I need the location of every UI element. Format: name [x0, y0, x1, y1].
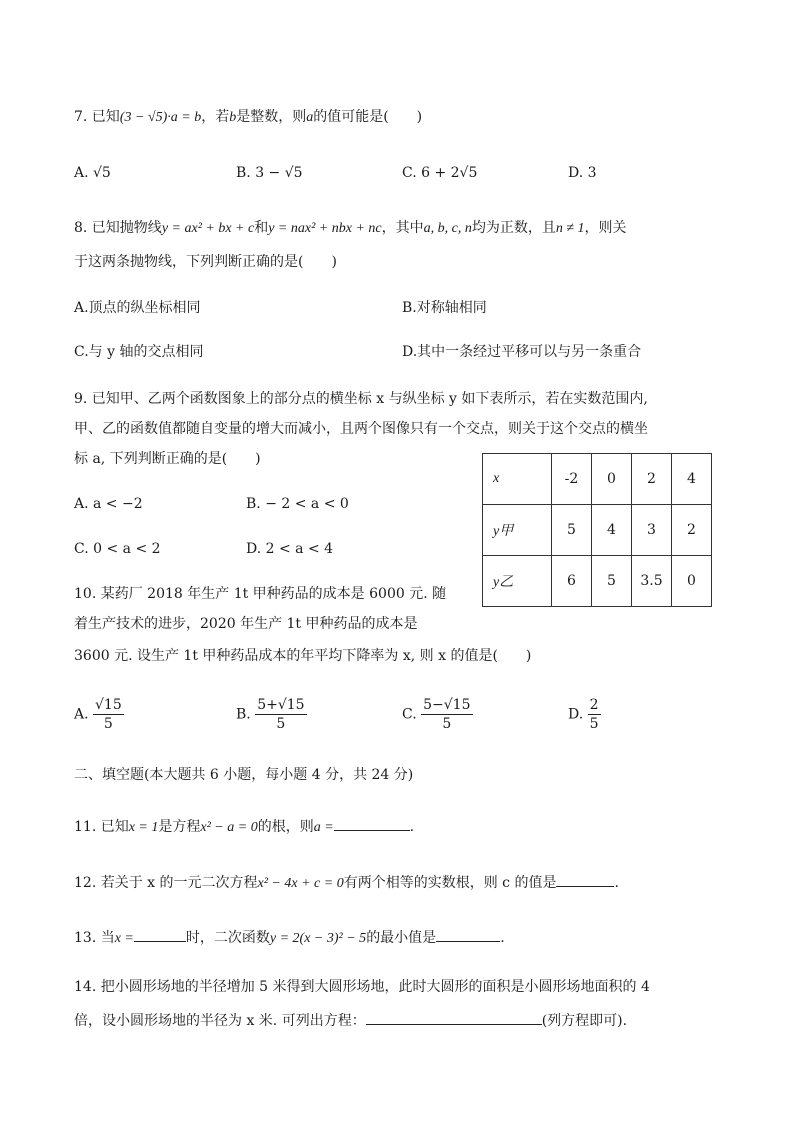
q7-text: ，若: [201, 109, 230, 125]
q11-text: 11. 已知: [74, 819, 129, 835]
q9-stem-line3: 标 a, 下列判断正确的是( ): [74, 451, 261, 467]
fraction-denominator: 5: [442, 716, 452, 732]
table-header-x: x: [483, 454, 552, 505]
q11-stem: [74, 816, 414, 838]
option-label: D.: [568, 706, 584, 723]
section-title: 二、填空题(本大题共 6 小题，每小题 4 分，共 24 分): [74, 767, 414, 783]
q7-text: 的值可能是( ): [313, 109, 423, 125]
q10-option-c[interactable]: [402, 696, 473, 733]
q8-parabola-1: y = ax² + bx + c: [161, 221, 255, 236]
fraction-numerator: √15: [95, 697, 122, 713]
table-cell: 3.5: [632, 556, 672, 607]
q11-answer-blank[interactable]: [334, 816, 410, 831]
q10-stem-line1: 10. 某药厂 2018 年生产 1t 甲种药品的成本是 6000 元. 随: [74, 586, 447, 602]
q8-option-a[interactable]: A.顶点的纵坐标相同: [74, 300, 201, 316]
q8-cond: n ≠ 1: [555, 221, 585, 236]
q13-eq: y = 2(x − 3)² − 5: [269, 931, 367, 946]
q11-eq: a =: [313, 820, 334, 835]
table-row: [483, 454, 712, 505]
q10-option-d[interactable]: [568, 696, 601, 733]
q13-text: 时，二次函数: [185, 930, 270, 946]
fraction-numerator: 5+√15: [257, 697, 305, 713]
q12-text: .: [614, 875, 619, 891]
table-cell: 0: [672, 556, 712, 607]
fraction: [421, 696, 472, 733]
q7-var-b: b: [229, 110, 237, 125]
q9-option-b[interactable]: B. − 2 < a < 0: [246, 496, 349, 512]
q7-expr: (3 − √5)·a = b: [119, 110, 202, 125]
table-cell: 4: [672, 454, 712, 505]
table-cell: 6: [552, 556, 592, 607]
q7-text: 7. 已知: [74, 109, 120, 125]
q10-option-a[interactable]: [74, 696, 124, 733]
q8-stem-line2: 于这两条抛物线，下列判断正确的是( ): [74, 254, 337, 270]
table-header-y-jia: y甲: [483, 505, 552, 556]
table-row: [483, 505, 712, 556]
q7-option-a[interactable]: A. √5: [74, 165, 111, 181]
q10-option-b[interactable]: [236, 696, 307, 733]
q7-option-b[interactable]: B. 3 − √5: [236, 165, 303, 181]
q14-text: (列方程即可).: [541, 1013, 628, 1029]
q8-text: 和: [254, 220, 269, 236]
table-cell: 5: [552, 505, 592, 556]
q11-eq: x² − a = 0: [200, 820, 258, 835]
q14-stem-line1: 14. 把小圆形场地的半径增加 5 米得到大圆形场地，此时大圆形的面积是小圆形场地面积的 4: [74, 979, 650, 995]
q13-answer-blank-min[interactable]: [436, 927, 500, 942]
table-header-y-yi: y乙: [483, 556, 552, 607]
table-cell: -2: [552, 454, 592, 505]
q9-value-table: [482, 453, 712, 607]
q13-eq: x =: [114, 931, 134, 946]
table-cell: 0: [592, 454, 632, 505]
table-row: [483, 556, 712, 607]
q8-text: 均为正数，且: [471, 220, 556, 236]
q8-text: 8. 已知抛物线: [74, 220, 162, 236]
table-cell: 2: [672, 505, 712, 556]
q13-answer-blank-x[interactable]: [134, 927, 186, 942]
q8-text: ，则关: [584, 220, 627, 236]
option-label: B.: [236, 706, 251, 723]
fraction-denominator: 5: [589, 716, 599, 732]
q13-text: 13. 当: [74, 930, 115, 946]
q13-text: 的最小值是: [366, 930, 437, 946]
q13-stem: [74, 927, 505, 949]
table-cell: 5: [592, 556, 632, 607]
option-label: C.: [402, 706, 417, 723]
q13-text: .: [500, 930, 505, 946]
q11-eq: x = 1: [128, 820, 159, 835]
fraction: [93, 696, 124, 733]
q7-option-c[interactable]: C. 6 + 2√5: [402, 165, 478, 181]
q14-stem-line2: [74, 1010, 627, 1031]
q8-text: ，其中: [381, 220, 424, 236]
q7-text: 是整数，则: [236, 109, 307, 125]
q8-option-c[interactable]: C.与 y 轴的交点相同: [74, 344, 204, 360]
q12-text: 12. 若关于 x 的一元二次方程: [74, 875, 258, 891]
q10-stem-line3: 3600 元. 设生产 1t 甲种药品成本的年平均下降率为 x, 则 x 的值是( ): [74, 648, 532, 664]
q11-text: 是方程: [158, 819, 201, 835]
q7-option-d[interactable]: D. 3: [568, 165, 597, 181]
q11-text: 的根，则: [257, 819, 314, 835]
fraction-denominator: 5: [103, 716, 113, 732]
fraction-numerator: 2: [589, 697, 599, 713]
q12-stem: [74, 872, 619, 894]
q12-eq: x² − 4x + c = 0: [257, 876, 344, 891]
fraction: [255, 696, 306, 733]
q7-stem: [74, 107, 422, 128]
q14-answer-blank[interactable]: [366, 1010, 542, 1025]
q9-stem-line1: 9. 已知甲、乙两个函数图象上的部分点的横坐标 x 与纵坐标 y 如下表所示，若在实数范围内,: [74, 391, 648, 407]
fraction-denominator: 5: [276, 716, 286, 732]
fraction-numerator: 5−√15: [423, 697, 471, 713]
q8-option-d[interactable]: D.其中一条经过平移可以与另一条重合: [402, 344, 642, 360]
q8-parabola-2: y = nax² + nbx + nc: [268, 221, 382, 236]
q8-option-b[interactable]: B.对称轴相同: [402, 300, 487, 316]
q8-stem-line1: [74, 218, 627, 239]
q14-text: 倍，设小圆形场地的半径为 x 米. 可列出方程：: [74, 1013, 366, 1029]
q7-var-a: a: [306, 110, 314, 125]
q12-text: 有两个相等的实数根，则 c 的值是: [343, 875, 557, 891]
q8-vars: a, b, c, n: [423, 221, 472, 236]
table-cell: 4: [592, 505, 632, 556]
q11-text: .: [409, 819, 415, 835]
q9-stem-line2: 甲、乙的函数值都随自变量的增大而减小，且两个图像只有一个交点，则关于这个交点的横坐: [74, 421, 648, 437]
fraction: [588, 696, 601, 733]
table-cell: 3: [632, 505, 672, 556]
q10-stem-line2: 着生产技术的进步，2020 年生产 1t 甲种药品的成本是: [74, 616, 418, 632]
q9-option-c[interactable]: C. 0 < a < 2: [74, 541, 161, 557]
q9-option-a[interactable]: A. a < −2: [74, 496, 143, 512]
q12-answer-blank[interactable]: [556, 872, 614, 887]
table-cell: 2: [632, 454, 672, 505]
q9-option-d[interactable]: D. 2 < a < 4: [246, 541, 334, 557]
option-label: A.: [74, 706, 89, 723]
